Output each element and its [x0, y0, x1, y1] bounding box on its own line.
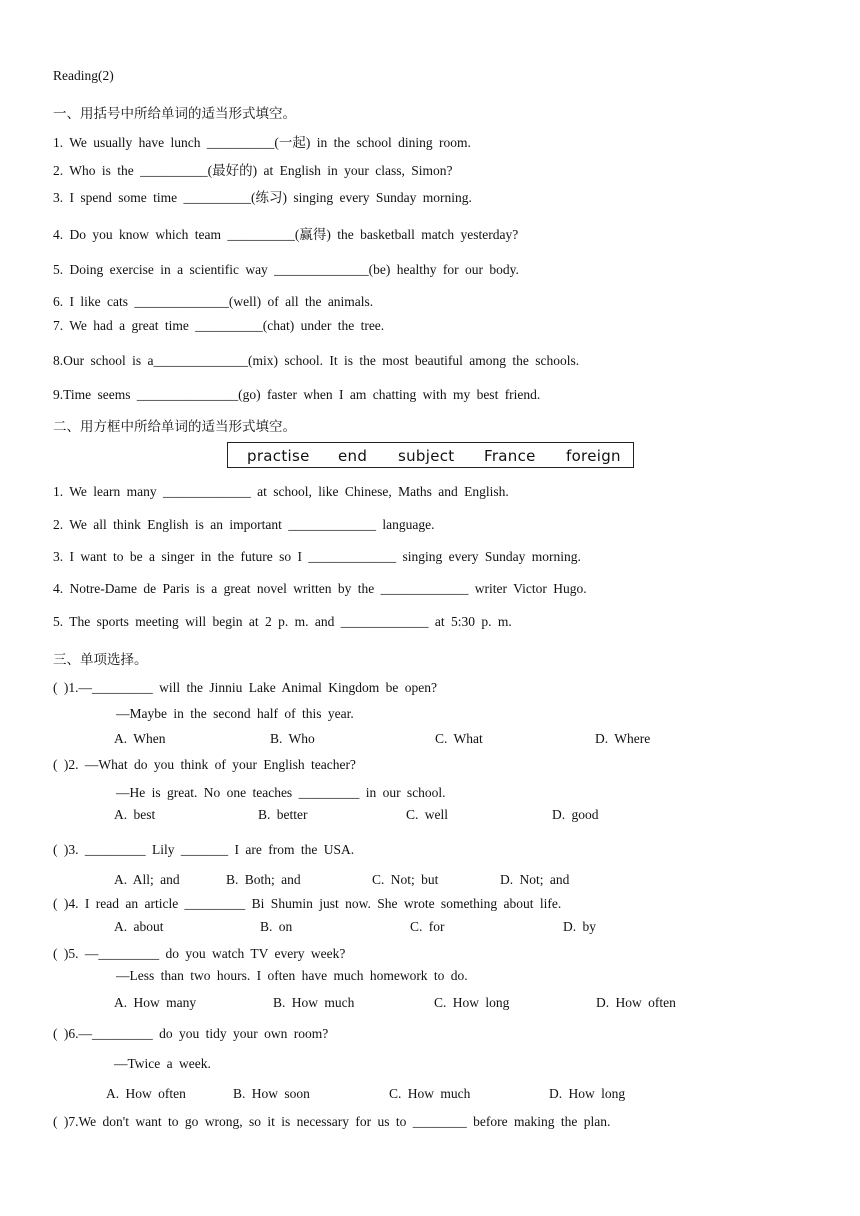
section1-item-6: 6. I like cats ______________(well) of all the animals. [53, 294, 374, 309]
word-box-item: subject [398, 447, 455, 465]
question-6-stem: ( )6.—_________ do you tidy your own room? [53, 1026, 329, 1041]
question-1-option-a: A. When [114, 731, 166, 746]
question-6-option-b: B. How soon [233, 1086, 310, 1101]
section3-heading: 三、单项选择。 [53, 652, 148, 667]
section2-item-2: 2. We all think English is an important _____________ language. [53, 517, 435, 532]
question-3-option-b: B. Both; and [226, 872, 301, 887]
question-4-option-c: C. for [410, 919, 445, 934]
word-box-item: end [338, 447, 368, 465]
question-3-stem: ( )3. _________ Lily _______ I are from the USA. [53, 842, 355, 857]
question-3-option-d: D. Not; and [500, 872, 570, 887]
question-7-stem: ( )7.We don't want to go wrong, so it is necessary for us to ________ before making the plan. [53, 1114, 611, 1129]
section1-item-2: 2. Who is the __________(最好的) at English in your class, Simon? [53, 163, 453, 178]
question-4-stem: ( )4. I read an article _________ Bi Shumin just now. She wrote something about life. [53, 896, 562, 911]
question-2-option-d: D. good [552, 807, 599, 822]
section2-item-4: 4. Notre-Dame de Paris is a great novel written by the _____________ writer Victor Hugo. [53, 581, 587, 596]
section1-item-5: 5. Doing exercise in a scientific way ______________(be) healthy for our body. [53, 262, 519, 277]
question-5-option-c: C. How long [434, 995, 510, 1010]
question-1-option-c: C. What [435, 731, 483, 746]
section2-item-1: 1. We learn many _____________ at school, like Chinese, Maths and English. [53, 484, 509, 499]
section1-heading: 一、用括号中所给单词的适当形式填空。 [53, 106, 296, 121]
question-4-option-d: D. by [563, 919, 596, 934]
question-2-option-b: B. better [258, 807, 308, 822]
section1-item-4: 4. Do you know which team __________(赢得) the basketball match yesterday? [53, 227, 519, 242]
question-3-option-a: A. All; and [114, 872, 180, 887]
question-5-option-a: A. How many [114, 995, 197, 1010]
question-1-option-b: B. Who [270, 731, 315, 746]
question-4-option-a: A. about [114, 919, 164, 934]
question-2-option-a: A. best [114, 807, 156, 822]
section2-item-3: 3. I want to be a singer in the future so I _____________ singing every Sunday morning. [53, 549, 581, 564]
section1-item-7: 7. We had a great time __________(chat) under the tree. [53, 318, 385, 333]
question-6-option-c: C. How much [389, 1086, 471, 1101]
word-box-item: practise [247, 447, 310, 465]
question-1-stem: ( )1.—_________ will the Jinniu Lake Animal Kingdom be open? [53, 680, 437, 695]
section1-item-8: 8.Our school is a______________(mix) school. It is the most beautiful among the schools. [53, 353, 580, 368]
question-6-option-a: A. How often [106, 1086, 186, 1101]
section2-heading: 二、用方框中所给单词的适当形式填空。 [53, 419, 296, 434]
question-5-answer: —Less than two hours. I often have much homework to do. [116, 968, 468, 983]
section2-item-5: 5. The sports meeting will begin at 2 p. m. and _____________ at 5:30 p. m. [53, 614, 512, 629]
section1-item-1: 1. We usually have lunch __________(一起) in the school dining room. [53, 135, 471, 150]
section1-item-9: 9.Time seems _______________(go) faster when I am chatting with my best friend. [53, 387, 541, 402]
question-5-stem: ( )5. —_________ do you watch TV every week? [53, 946, 346, 961]
section1-item-3: 3. I spend some time __________(练习) singing every Sunday morning. [53, 190, 472, 205]
question-5-option-d: D. How often [596, 995, 676, 1010]
question-2-option-c: C. well [406, 807, 448, 822]
question-6-option-d: D. How long [549, 1086, 626, 1101]
question-1-answer: —Maybe in the second half of this year. [116, 706, 354, 721]
question-3-option-c: C. Not; but [372, 872, 439, 887]
worksheet-title: Reading(2) [53, 68, 114, 83]
word-box [227, 442, 634, 468]
word-box-item: France [484, 447, 536, 465]
question-4-option-b: B. on [260, 919, 293, 934]
word-box-item: foreign [566, 447, 621, 465]
question-5-option-b: B. How much [273, 995, 355, 1010]
question-2-stem: ( )2. —What do you think of your English teacher? [53, 757, 356, 772]
question-6-answer: —Twice a week. [114, 1056, 211, 1071]
question-1-option-d: D. Where [595, 731, 651, 746]
question-2-answer: —He is great. No one teaches _________ in our school. [116, 785, 446, 800]
